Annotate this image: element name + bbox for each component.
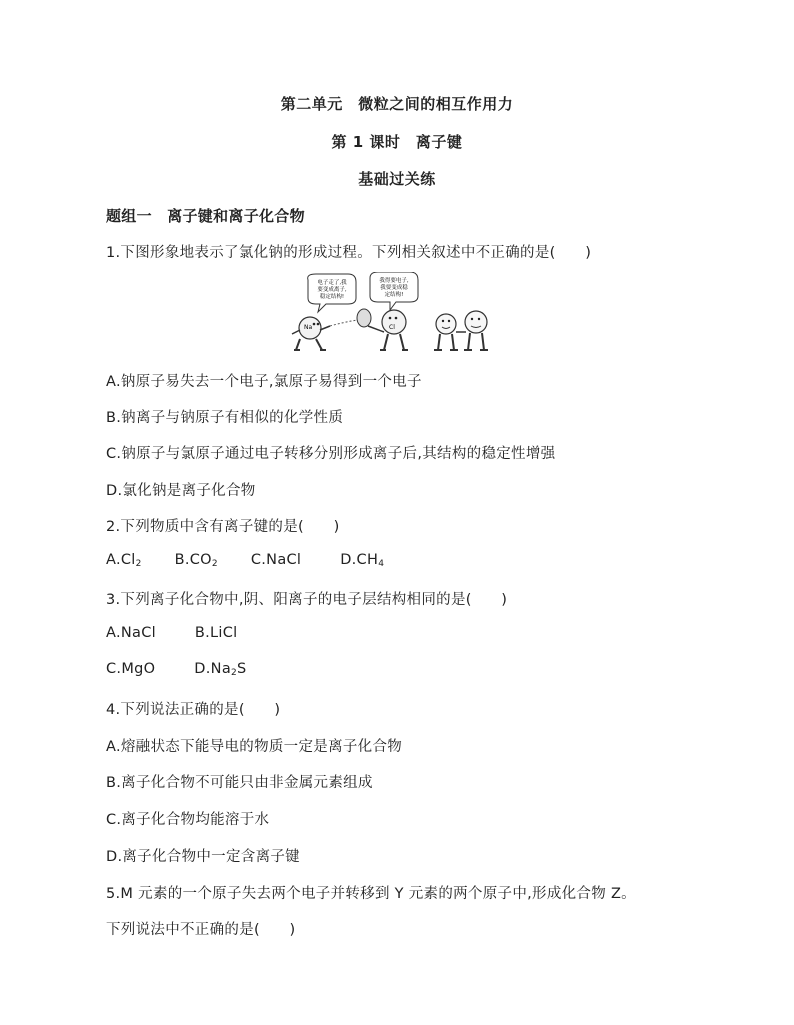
- q1-option-c: C.钠原子与氯原子通过电子转移分别形成离子后,其结构的稳定性增强: [106, 446, 556, 462]
- q3-options-row2: [106, 661, 247, 678]
- q2-option-a-sub: 2: [135, 559, 142, 569]
- svg-text:Na: Na: [304, 324, 313, 331]
- q4-option-d: D.离子化合物中一定含离子键: [106, 849, 300, 865]
- q4-option-a: A.熔融状态下能导电的物质一定是离子化合物: [106, 739, 403, 755]
- q3-options-row1: [106, 625, 238, 641]
- bubble-2-text-c: 定结构!: [384, 292, 404, 298]
- nacl-formation-illustration: [286, 272, 512, 356]
- question-5-stem-line2: 下列说法中不正确的是( ): [106, 922, 296, 938]
- q3-option-c: C.MgO: [106, 661, 156, 677]
- q1-option-a: A.钠原子易失去一个电子,氯原子易得到一个电子: [106, 374, 422, 390]
- lesson-title: 第 1 课时 离子键: [331, 133, 463, 151]
- q2-option-d-text: D.CH: [340, 552, 379, 568]
- question-1-stem: 1.下图形象地表示了氯化钠的形成过程。下列相关叙述中不正确的是( ): [106, 245, 592, 261]
- q2-option-a-text: A.Cl: [106, 552, 136, 568]
- q3-option-d-suffix: S: [237, 661, 247, 677]
- q2-option-c: C.NaCl: [250, 552, 302, 568]
- q2-options: [106, 552, 384, 569]
- question-5-stem-line1: 5.M 元素的一个原子失去两个电子并转移到 Y 元素的两个原子中,形成化合物 Z。: [106, 886, 636, 902]
- question-2-stem: 2.下列物质中含有离子键的是( ): [106, 519, 340, 535]
- q3-option-d-text: D.Na: [194, 661, 232, 677]
- q4-option-b: B.离子化合物不可能只由非金属元素组成: [106, 775, 373, 791]
- q2-option-d: [340, 552, 384, 569]
- q3-option-d-sub: 2: [231, 668, 238, 678]
- ion-pair-characters: [434, 311, 488, 350]
- sodium-atom-character: [292, 317, 330, 350]
- bubble-1-text-b: 要变成离子,: [317, 287, 347, 293]
- bubble-1-text-c: 稳定结构!: [319, 294, 345, 300]
- q1-option-d: D.氯化钠是离子化合物: [106, 483, 256, 499]
- bubble-2-text-b: 我要变成稳: [380, 285, 408, 291]
- bubble-2-text-a: 我得要电子,: [379, 278, 409, 284]
- q2-option-b-text: B.CO: [174, 552, 212, 568]
- q3-option-b: B.LiCl: [194, 625, 238, 641]
- bubble-1-text-a: 电子走了,我: [317, 280, 347, 286]
- unit-title: 第二单元 微粒之间的相互作用力: [280, 95, 514, 113]
- butterfly-net: [357, 309, 384, 332]
- section-title: 基础过关练: [358, 170, 436, 188]
- q2-option-a: [106, 552, 142, 569]
- q2-option-b-sub: 2: [211, 559, 218, 569]
- group-title: 题组一 离子键和离子化合物: [106, 207, 305, 225]
- question-4-stem: 4.下列说法正确的是( ): [106, 702, 281, 718]
- q2-option-d-sub: 4: [378, 559, 385, 569]
- question-3-stem: 3.下列离子化合物中,阴、阳离子的电子层结构相同的是( ): [106, 592, 508, 608]
- q2-option-b: [175, 552, 218, 569]
- q3-option-a: A.NaCl: [106, 625, 156, 641]
- chlorine-atom-character: [380, 310, 408, 350]
- q1-option-b: B.钠离子与钠原子有相似的化学性质: [106, 410, 344, 426]
- q4-option-c: C.离子化合物均能溶于水: [106, 812, 270, 828]
- svg-text:Cl: Cl: [389, 324, 395, 331]
- nacl-formation-figure: [286, 272, 512, 356]
- electron-transfer-path: [330, 320, 358, 326]
- q3-option-d: [194, 661, 246, 678]
